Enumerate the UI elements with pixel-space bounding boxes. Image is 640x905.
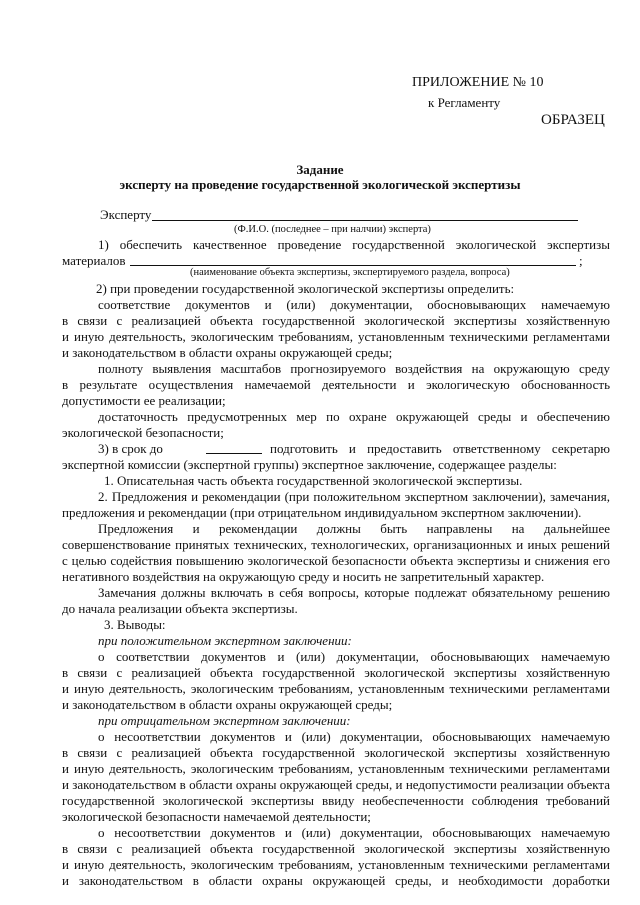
p1-line-1: соответствие документов и (или) документации, обосновывающих намечаемую [98, 297, 610, 312]
recommend-line-3: с целью содействия повышению экологической безопасности объекта экспертизы и снижения его [62, 553, 610, 568]
negative-heading: при отрицательном экспертном заключении: [98, 713, 351, 728]
remarks-line-2: до начала реализации объекта экспертизы. [62, 601, 298, 616]
expert-label: Эксперту [100, 207, 152, 222]
regulation-reference: к Регламенту [428, 95, 501, 110]
p1-line-3: и иную деятельность, экологическим требованиям, установленным техническими регламентами [62, 329, 610, 344]
negative2-line-3: и иную деятельность, экологическим требованиям, установленным техническими регламентами [62, 857, 610, 872]
expert-caption: (Ф.И.О. (последнее – при налчии) эксперта) [234, 224, 431, 235]
p3-line-1: достаточность предусмотренных мер по охране окружающей среды и обеспечению [98, 409, 610, 424]
title-line-2: эксперту на проведение государственной экологической экспертизы [119, 177, 521, 192]
positive-line-4: и законодательством в области охраны окружающей среды; [62, 697, 393, 712]
negative2-line-4: и законодательством в области охраны окружающей среды, и необходимости доработки [62, 873, 610, 888]
p2-line-3: допустимости ее реализации; [62, 393, 226, 408]
negative1-line-5: государственной экологической экспертизы ввиду необеспеченности соблюдения требований [62, 793, 610, 808]
item3-deadline-label: 3) в срок до [98, 441, 163, 456]
negative2-line-2: в связи с реализацией объекта государственной экологической экспертизы хозяйственную [62, 841, 610, 856]
p2-line-1: полноту выявления масштабов прогнозируемого воздействия на окружающую среду [98, 361, 610, 376]
expert-name-field-line [152, 220, 578, 221]
positive-line-2: в связи с реализацией объекта государственной экологической экспертизы хозяйственную [62, 665, 610, 680]
negative1-line-1: о несоответствии документов и (или) документации, обосновывающих намечаемую [98, 729, 610, 744]
section-2-line-2: предложения и рекомендации (при отрицательном индивидуальном экспертном заключении). [62, 505, 582, 520]
recommend-line-2: совершенствование принятых технических, технологических, организационных и иных решений [62, 537, 610, 552]
appendix-number: ПРИЛОЖЕНИЕ № 10 [412, 75, 544, 90]
negative1-line-6: экологической безопасности намечаемой деятельности; [62, 809, 371, 824]
remarks-line-1: Замечания должны включать в себя вопросы, которые подлежат обязательному решению [98, 585, 610, 600]
negative1-line-3: и иную деятельность, экологическим требованиям, установленным техническими регламентами [62, 761, 610, 776]
negative1-line-4: и законодательством в области охраны окружающей среды, и недопустимости реализации объекта [62, 777, 610, 792]
negative1-line-2: в связи с реализацией объекта государственной экологической экспертизы хозяйственную [62, 745, 610, 760]
item3-line-1-rest: подготовить и предоставить ответственному секретарю [270, 441, 610, 456]
materials-caption: (наименование объекта экспертизы, экспертируемого раздела, вопроса) [190, 267, 510, 278]
materials-field-line [130, 265, 576, 266]
section-2-line-1: 2. Предложения и рекомендации (при положительном экспертном заключении), замечания, [98, 489, 610, 504]
recommend-line-1: Предложения и рекомендации должны быть направлены на дальнейшее [98, 521, 610, 536]
item2-line: 2) при проведении государственной экологической экспертизы определить: [96, 281, 515, 296]
title-line-1: Задание [296, 162, 344, 177]
recommend-line-4: негативного воздействия на окружающую среду и носить не запретительный характер. [62, 569, 545, 584]
item3-line-2: экспертной комиссии (экспертной группы) экспертное заключение, содержащее разделы: [62, 457, 557, 472]
positive-line-3: и иную деятельность, экологическим требованиям, установленным техническими регламентами [62, 681, 610, 696]
p1-line-4: и законодательством в области охраны окружающей среды; [62, 345, 393, 360]
positive-line-1: о соответствии документов и (или) документации, обосновывающих намечаемую [98, 649, 610, 664]
materials-end: ; [579, 253, 583, 268]
section-1: 1. Описательная часть объекта государственной экологической экспертизы. [104, 473, 523, 488]
negative2-line-1: о несоответствии документов и (или) документации, обосновывающих намечаемую [98, 825, 610, 840]
positive-heading: при положительном экспертном заключении: [98, 633, 352, 648]
p2-line-2: в результате осуществления намечаемой деятельности и экологическую обоснованность [62, 377, 610, 392]
p1-line-2: в связи с реализацией объекта государственной экологической экспертизы хозяйственную [62, 313, 610, 328]
deadline-field-line [206, 453, 262, 454]
sample-stamp: ОБРАЗЕЦ [541, 112, 605, 128]
section-3: 3. Выводы: [104, 617, 166, 632]
p3-line-2: экологической безопасности; [62, 425, 224, 440]
materials-label: материалов [62, 253, 126, 268]
item1-line: 1) обеспечить качественное проведение государственной экологической экспертизы [98, 237, 610, 252]
